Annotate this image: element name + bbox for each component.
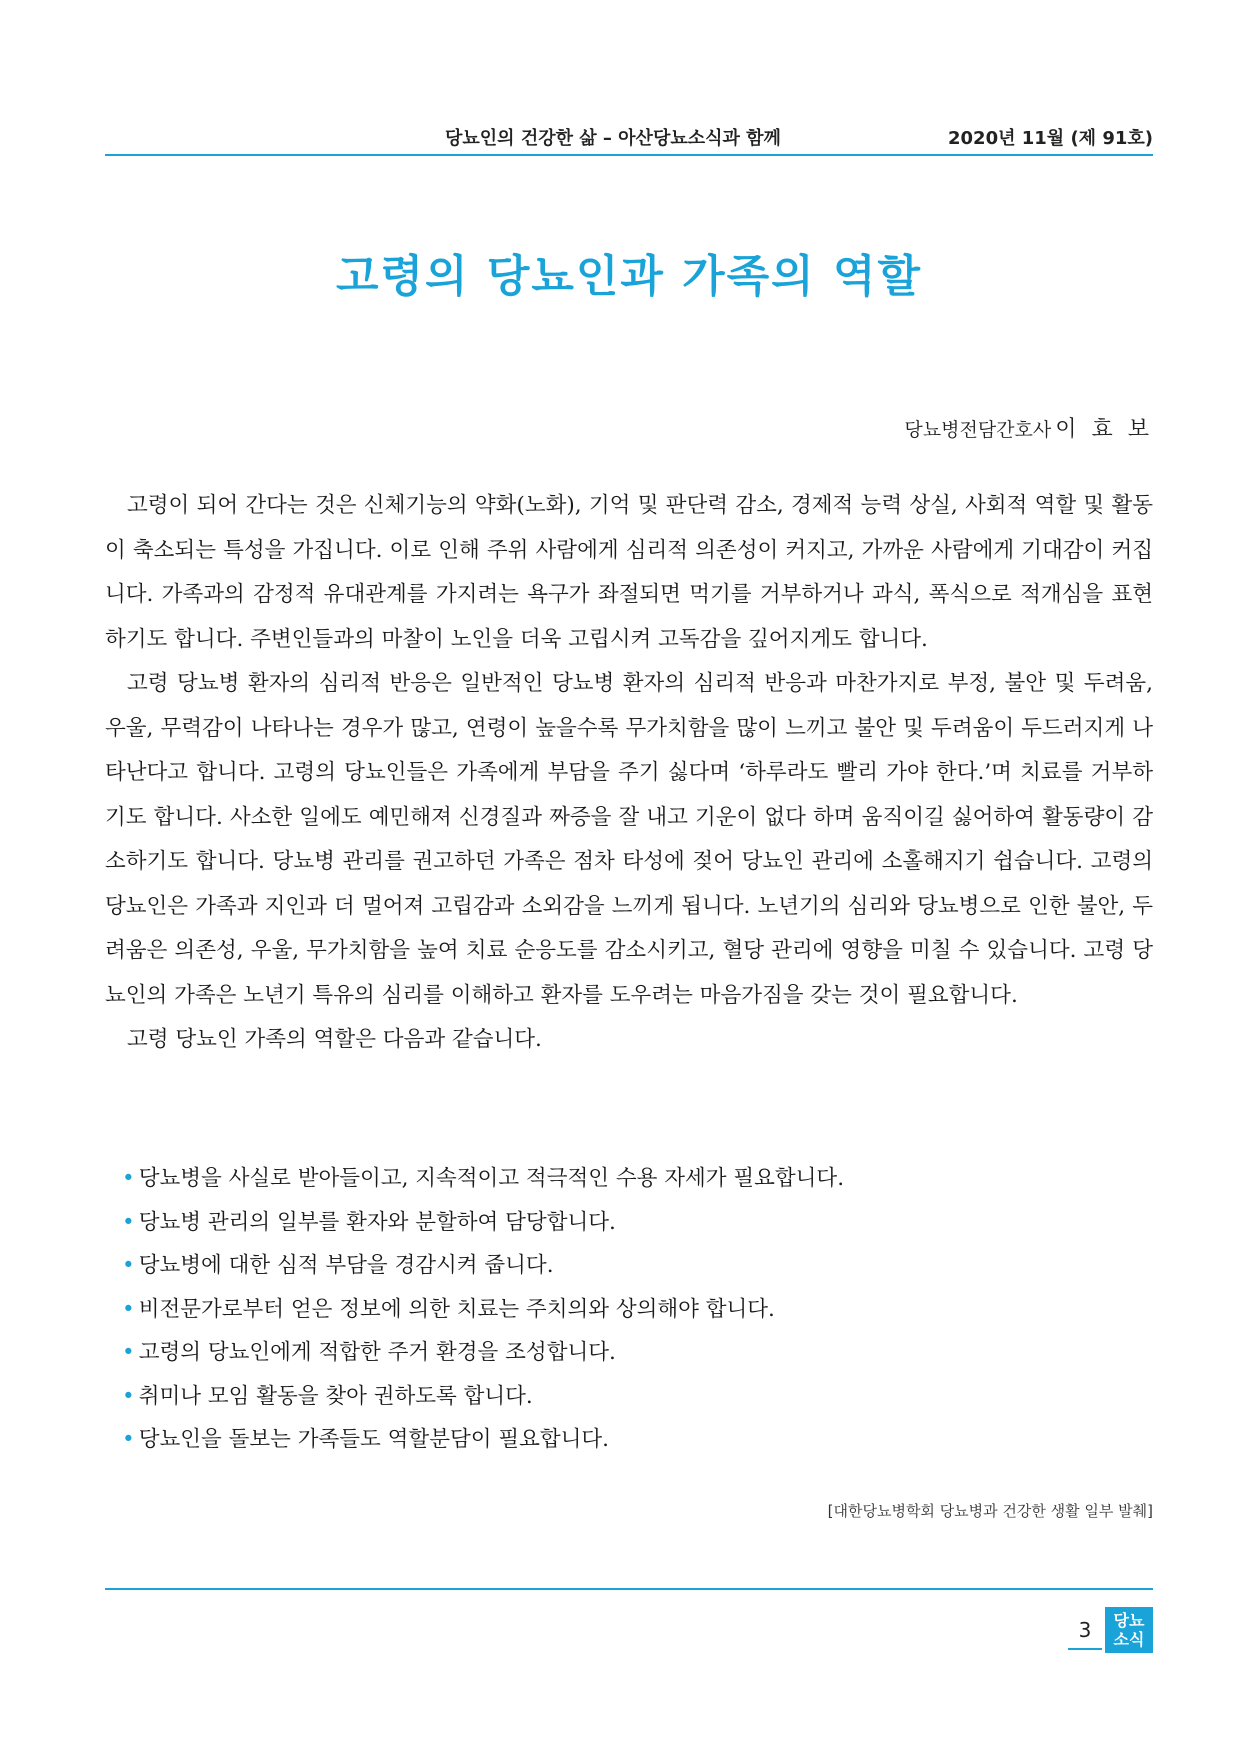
header-issue-date: 2020년 11월 (제 91호) (948, 128, 1153, 149)
author-role: 당뇨병전담간호사 (904, 419, 1052, 441)
paragraph-3: 고령 당뇨인 가족의 역할은 다음과 같습니다. (127, 1027, 542, 1052)
list-item: • 고령의 당뇨인에게 적합한 주거 환경을 조성합니다. (122, 1340, 616, 1365)
list-item: • 당뇨병을 사실로 받아들이고, 지속적이고 적극적인 수용 자세가 필요합니다. (122, 1166, 845, 1191)
list-item: • 비전문가로부터 얻은 정보에 의한 치료는 주치의와 상의해야 합니다. (122, 1296, 775, 1322)
bullet-icon: • (122, 1166, 135, 1191)
bullet-icon: • (122, 1253, 135, 1278)
bullet-icon: • (122, 1296, 135, 1322)
paragraph-1: 고령이 되어 간다는 것은 신체기능의 약화(노화), 기억 및 판단력 감소, 경제적 능력 상실, 사회적 역할 및 활동이 축소되는 특성을 가집니다. 이로 인해 주위 사람에게 심리적 의존성이 커지고, 가까운 사람에게 기대감이 커집니다. 가족과의 감정적 유대관계를 가지려는 욕구가 좌절되면 먹기를 거부하거나 과식, 폭식으로 적개심을 표현하기도 합니다. 주변인들과의 마찰이 노인을 더욱 고립시켜 고독감을 깊어지게도 합니다. (105, 493, 1153, 652)
article-title: 고령의 당뇨인과 가족의 역할 (335, 251, 922, 302)
badge-line-2: 소식 (1113, 1630, 1145, 1649)
author-name: 이 효 보 (1055, 417, 1153, 442)
bullet-icon: • (122, 1209, 135, 1235)
page-number: 3 (1068, 1618, 1102, 1650)
list-item: • 당뇨인을 돌보는 가족들도 역할분담이 필요합니다. (122, 1427, 610, 1452)
header-publication-title: 당뇨인의 건강한 삶 – 아산당뇨소식과 함께 (445, 128, 781, 149)
running-header (105, 118, 1153, 156)
list-item: • 당뇨병 관리의 일부를 환자와 분할하여 담당합니다. (122, 1209, 616, 1235)
bullet-icon: • (122, 1340, 135, 1365)
author-byline (904, 412, 1153, 443)
list-item: • 취미나 모임 활동을 찾아 권하도록 합니다. (122, 1383, 533, 1409)
footer-divider (105, 1588, 1153, 1590)
badge-line-1: 당뇨 (1113, 1611, 1145, 1630)
article-body (105, 484, 1153, 1063)
bullet-icon: • (122, 1383, 135, 1409)
bullet-icon: • (122, 1427, 135, 1452)
newsletter-badge (1105, 1607, 1153, 1653)
source-citation: [대한당뇨병학회 당뇨병과 건강한 생활 일부 발췌] (827, 1502, 1153, 1520)
list-item: • 당뇨병에 대한 심적 부담을 경감시켜 줍니다. (122, 1253, 554, 1278)
family-role-list (122, 1157, 1122, 1462)
paragraph-2: 고령 당뇨병 환자의 심리적 반응은 일반적인 당뇨병 환자의 심리적 반응과 마찬가지로 부정, 불안 및 두려움, 우울, 무력감이 나타나는 경우가 많고, 연령이 높을수록 무가치함을 많이 느끼고 불안 및 두려움이 두드러지게 나타난다고 합니다. 고령의 당뇨인들은 가족에게 부담을 주기 싫다며 ‘하루라도 빨리 가야 한다.’며 치료를 거부하기도 합니다. 사소한 일에도 예민해져 신경질과 짜증을 잘 내고 기운이 없다 하며 움직이길 싫어하여 활동량이 감소하기도 합니다. 당뇨병 관리를 권고하던 가족은 점차 타성에 젖어 당뇨인 관리에 소홀해지기 쉽습니다. 고령의 당뇨인은 가족과 지인과 더 멀어져 고립감과 소외감을 느끼게 됩니다. 노년기의 심리와 당뇨병으로 인한 불안, 두려움은 의존성, 우울, 무가치함을 높여 치료 순응도를 감소시키고, 혈당 관리에 영향을 미칠 수 있습니다. 고령 당뇨인의 가족은 노년기 특유의 심리를 이해하고 환자를 도우려는 마음가짐을 갖는 것이 필요합니다. (105, 671, 1153, 1008)
